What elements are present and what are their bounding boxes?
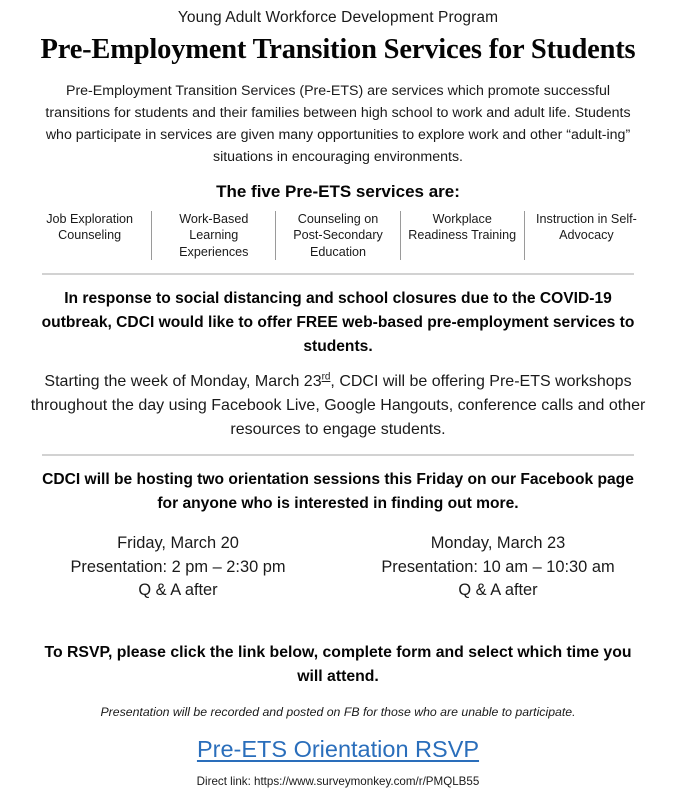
services-row: [28, 211, 648, 261]
session-monday: [338, 532, 658, 603]
session-friday: [18, 532, 338, 603]
covid-statement: In response to social distancing and school closures due to the COVID-19 outbreak, CDCI would like to offer FREE web-based pre-employment services to students.: [41, 290, 635, 355]
page-title: Pre-Employment Transition Services for Students: [40, 34, 636, 66]
service-item-counseling-post-secondary: Counseling on Post-Secondary Education: [275, 211, 399, 261]
intro-paragraph: Pre-Employment Transition Services (Pre-ETS) are services which promote successful transitions for students and their families between high school to work and adult life. Students who participate in services are given many opportunities to explore work and other “adult-ing” situations in encouraging environments.: [45, 82, 631, 165]
services-heading: The five Pre-ETS services are:: [216, 181, 460, 201]
session-monday-presentation: Presentation: 10 am – 10:30 am: [381, 557, 615, 576]
service-item-self-advocacy: Instruction in Self-Advocacy: [524, 211, 648, 261]
session-friday-qa: Q & A after: [138, 581, 218, 600]
service-item-job-exploration: Job Exploration Counseling: [46, 211, 133, 243]
direct-link-text: Direct link: https://www.surveymonkey.com/r/PMQLB55: [196, 774, 480, 788]
service-item-workplace-readiness: Workplace Readiness Training: [400, 211, 524, 261]
schedule-text-after: , CDCI will be offering Pre-ETS workshops throughout the day using Facebook Live, Google Hangouts, conference calls and other resources to engage students.: [30, 373, 646, 438]
schedule-paragraph: [23, 370, 653, 441]
session-friday-presentation: Presentation: 2 pm – 2:30 pm: [70, 557, 286, 576]
divider-bottom: [42, 454, 634, 456]
program-eyebrow: Young Adult Workforce Development Program: [177, 9, 499, 26]
session-friday-date: Friday, March 20: [117, 533, 239, 552]
rsvp-link-container: [0, 736, 676, 763]
service-item-work-based-learning: Work-Based Learning Experiences: [151, 211, 275, 261]
session-monday-qa: Q & A after: [458, 581, 538, 600]
session-monday-date: Monday, March 23: [430, 533, 566, 552]
recording-note: Presentation will be recorded and posted on FB for those who are unable to participate.: [100, 704, 576, 719]
flyer-page: [0, 8, 676, 788]
schedule-text-before: Starting the week of Monday, March 23: [44, 373, 322, 391]
orientation-statement: CDCI will be hosting two orientation sessions this Friday on our Facebook page for anyone who is interested in finding out more.: [42, 471, 634, 513]
divider-top: [42, 273, 634, 275]
rsvp-link[interactable]: Pre-ETS Orientation RSVP: [196, 735, 480, 762]
sessions-row: [18, 532, 658, 603]
rsvp-instruction: To RSVP, please click the link below, complete form and select which time you will attend.: [44, 644, 632, 685]
ordinal-suffix: rd: [321, 372, 331, 384]
